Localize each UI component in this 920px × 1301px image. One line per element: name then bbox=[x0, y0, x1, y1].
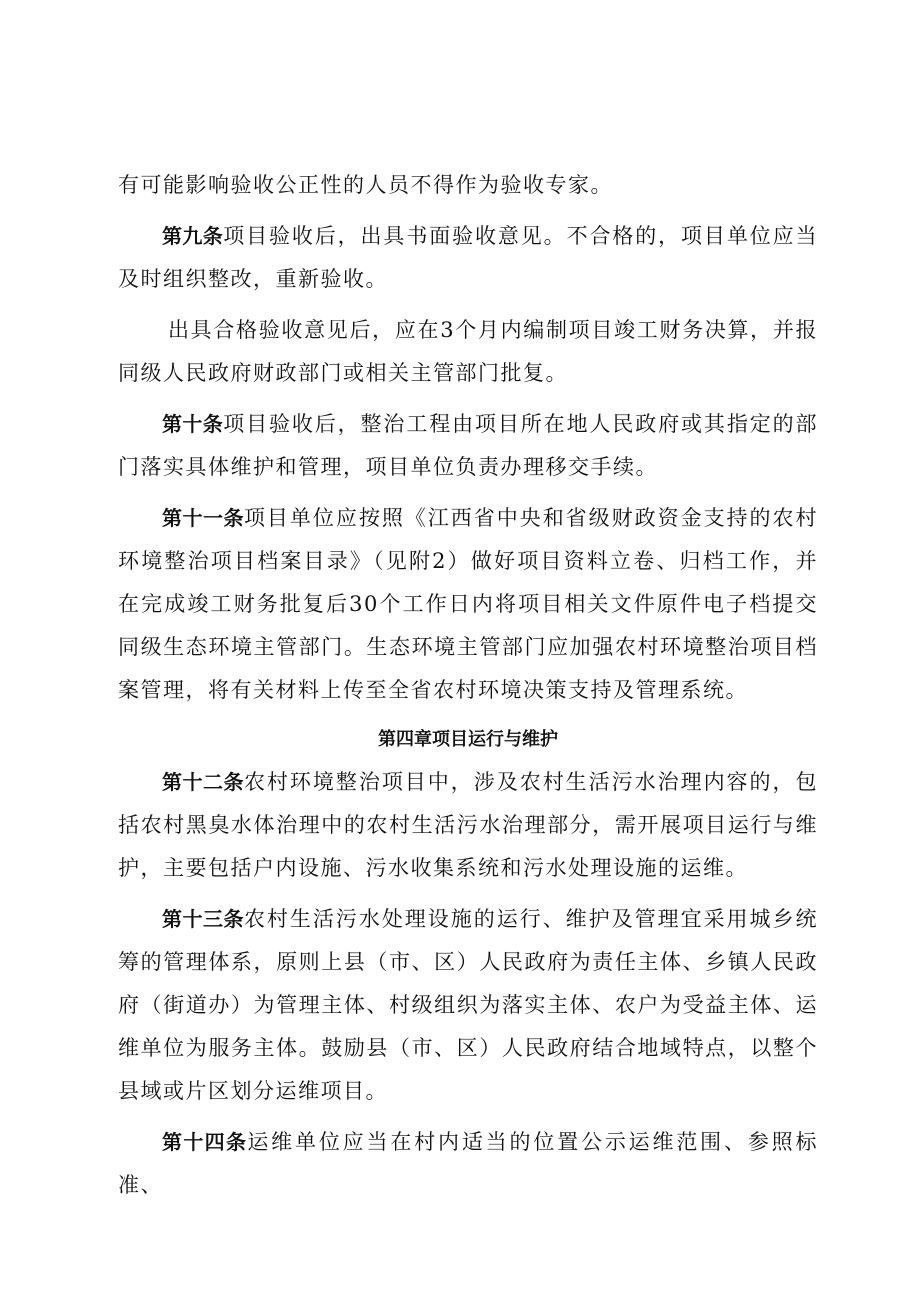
article-14-text: 运维单位应当在村内适当的位置公示运维范围、参照标准、 bbox=[118, 1130, 819, 1197]
article-14-label: 第十四条 bbox=[162, 1130, 248, 1154]
article-9-label: 第九条 bbox=[162, 224, 224, 248]
article-13 bbox=[118, 898, 818, 1113]
paragraph-continuation: 有可能影响验收公正性的人员不得作为验收专家。 bbox=[118, 173, 613, 197]
article-10-text: 项目验收后，整治工程由项目所在地人民政府或其指定的部门落实具体维护和管理，项目单位负责办理移交手续。 bbox=[118, 412, 819, 479]
article-11-text: 项目单位应按照《江西省中央和省级财政资金支持的农村环境整治项目档案目录》（见附2）做好项目资料立卷、归档工作，并在完成竣工财务批复后30个工作日内将项目相关文件原件电子档提交同级生态环境主管部门。生态环境主管部门应加强农村环境整治项目档案管理，将有关材料上传至全省农村环境决策支持及管理系统。 bbox=[118, 506, 819, 702]
article-13-text: 农村生活污水处理设施的运行、维护及管理宜采用城乡统筹的管理体系，原则上县（市、区）人民政府为责任主体、乡镇人民政府（街道办）为管理主体、村级组织为落实主体、农户为受益主体、运维单位为服务主体。鼓励县（市、区）人民政府结合地域特点，以整个县域或片区划分运维项目。 bbox=[118, 907, 819, 1103]
article-9 bbox=[118, 215, 818, 301]
article-10-label: 第十条 bbox=[162, 412, 224, 436]
article-9-paragraph-2: 出具合格验收意见后，应在3个月内编制项目竣工财务决算，并报同级人民政府财政部门或相关主管部门批复。 bbox=[118, 318, 818, 385]
article-11 bbox=[118, 497, 818, 712]
article-11-label: 第十一条 bbox=[162, 506, 244, 530]
article-14 bbox=[118, 1121, 818, 1207]
document-page bbox=[118, 164, 818, 1207]
article-12-text: 农村环境整治项目中，涉及农村生活污水治理内容的，包括农村黑臭水体治理中的农村生活污水治理部分，需开展项目运行与维护，主要包括户内设施、污水收集系统和污水处理设施的运维。 bbox=[118, 770, 819, 880]
chapter-heading: 第四章项目运行与维护 bbox=[378, 729, 558, 750]
article-9-text: 项目验收后，出具书面验收意见。不合格的，项目单位应当及时组织整改，重新验收。 bbox=[118, 224, 819, 291]
article-12-label: 第十二条 bbox=[162, 770, 244, 794]
article-12 bbox=[118, 761, 818, 890]
article-10 bbox=[118, 403, 818, 489]
article-13-label: 第十三条 bbox=[162, 907, 244, 931]
